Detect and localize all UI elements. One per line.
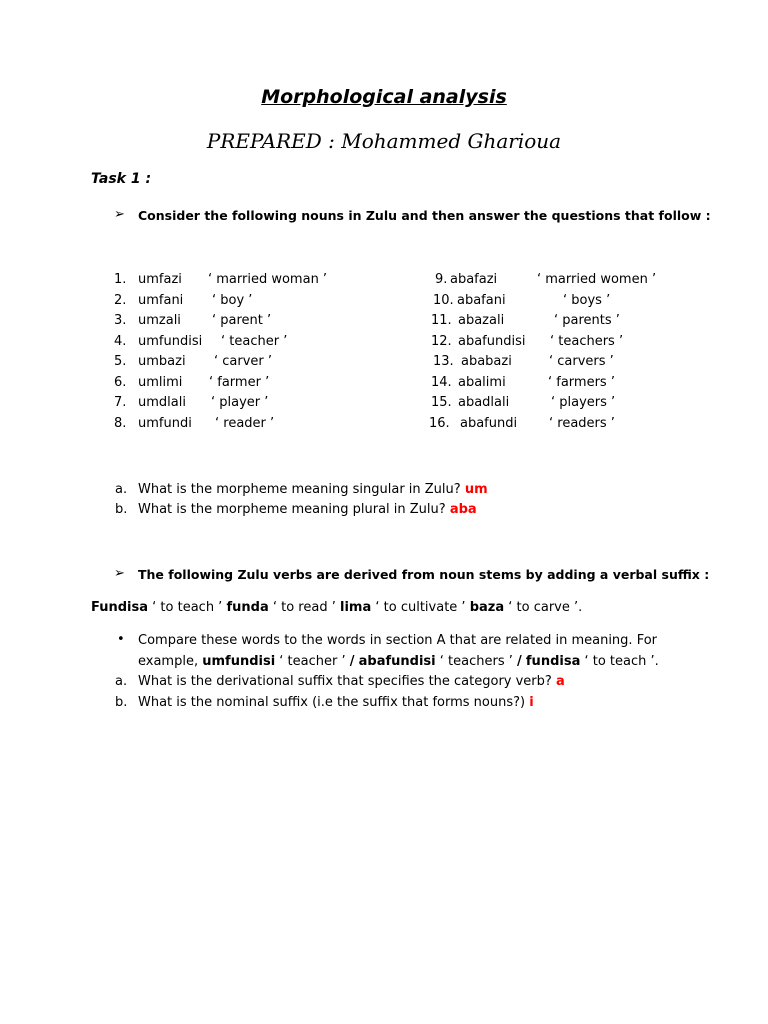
noun-word: abafundi <box>460 416 518 431</box>
noun-gloss: ‘ carver ’ <box>214 354 273 369</box>
author-line: PREPARED : Mohammed Gharioua <box>206 129 562 153</box>
question-text: What is the derivational suffix that specifies the category verb? <box>138 674 552 689</box>
noun-gloss: ‘ player ’ <box>211 395 269 410</box>
noun-gloss: ‘ married women ’ <box>537 272 657 287</box>
question-text: What is the morpheme meaning singular in Zulu? <box>138 482 461 497</box>
compare-word: abafundisi <box>358 654 436 669</box>
noun-num: 4. <box>114 334 127 349</box>
noun-word: umbazi <box>138 354 186 369</box>
noun-gloss: ‘ teacher ’ <box>221 334 288 349</box>
compare-gloss: ‘ to teach ’. <box>584 654 659 669</box>
noun-word: umdlali <box>138 395 186 410</box>
compare-gloss: ‘ teacher ’ <box>279 654 346 669</box>
arrow-bullet-icon: ➢ <box>114 566 125 581</box>
compare-separator: / <box>517 654 522 669</box>
noun-gloss: ‘ teachers ’ <box>550 334 624 349</box>
compare-word: fundisa <box>525 654 581 669</box>
verbs-line <box>91 600 582 615</box>
verb-gloss: ‘ to teach ’ <box>152 600 223 615</box>
noun-num: 14. <box>431 375 452 390</box>
answer-text: um <box>464 482 488 497</box>
compare-separator: / <box>349 654 355 669</box>
noun-word: abadlali <box>458 395 510 410</box>
noun-word: umfani <box>138 293 184 308</box>
bullet-icon: • <box>117 632 125 647</box>
noun-word: abafani <box>457 293 506 308</box>
question-letter: a. <box>115 674 128 689</box>
noun-num: 7. <box>114 395 127 410</box>
noun-word: umfundisi <box>138 334 203 349</box>
section1-instruction: Consider the following nouns in Zulu and then answer the questions that follow : <box>138 208 711 223</box>
compare-line2 <box>138 654 659 669</box>
verb-gloss: ‘ to carve ’. <box>508 600 583 615</box>
noun-word: abafundisi <box>458 334 526 349</box>
noun-gloss: ‘ carvers ’ <box>549 354 614 369</box>
question-text: What is the morpheme meaning plural in Zulu? <box>138 502 446 517</box>
question-nominal <box>138 695 534 710</box>
verb-word: lima <box>340 600 372 615</box>
compare-prefix: example, <box>138 654 199 669</box>
noun-gloss: ‘ married woman ’ <box>208 272 328 287</box>
noun-num: 5. <box>114 354 127 369</box>
question-letter: a. <box>115 482 128 497</box>
noun-word: umzali <box>138 313 181 328</box>
noun-gloss: ‘ players ’ <box>551 395 616 410</box>
noun-num: 13. <box>433 354 454 369</box>
noun-gloss: ‘ reader ’ <box>215 416 275 431</box>
answer-text: a <box>555 674 565 689</box>
noun-gloss: ‘ farmers ’ <box>548 375 615 390</box>
noun-gloss: ‘ parent ’ <box>212 313 272 328</box>
question-plural <box>138 502 477 517</box>
noun-word: umfazi <box>138 272 182 287</box>
noun-gloss: ‘ farmer ’ <box>209 375 270 390</box>
noun-word: abazali <box>458 313 505 328</box>
noun-gloss: ‘ boy ’ <box>212 293 253 308</box>
page-title: Morphological analysis <box>261 86 507 108</box>
verb-word: Fundisa <box>91 600 149 615</box>
noun-num: 11. <box>431 313 452 328</box>
section2-instruction: The following Zulu verbs are derived from noun stems by adding a verbal suffix : <box>138 567 710 582</box>
verb-gloss: ‘ to cultivate ’ <box>375 600 466 615</box>
compare-gloss: ‘ teachers ’ <box>439 654 513 669</box>
noun-word: abalimi <box>458 375 506 390</box>
noun-gloss: ‘ readers ’ <box>549 416 615 431</box>
noun-word: abafazi <box>450 272 498 287</box>
noun-num: 9. <box>435 272 448 287</box>
question-letter: b. <box>115 502 128 517</box>
noun-num: 3. <box>114 313 127 328</box>
verb-word: funda <box>226 600 269 615</box>
arrow-bullet-icon: ➢ <box>114 207 125 222</box>
noun-gloss: ‘ parents ’ <box>554 313 620 328</box>
noun-gloss: ‘ boys ’ <box>563 293 611 308</box>
compare-line1: Compare these words to the words in section A that are related in meaning. For <box>138 633 658 648</box>
noun-num: 15. <box>431 395 452 410</box>
question-derivational <box>138 674 565 689</box>
task-label: Task 1 : <box>91 171 152 187</box>
question-text: What is the nominal suffix (i.e the suffix that forms nouns?) <box>138 695 526 710</box>
noun-num: 8. <box>114 416 127 431</box>
verb-gloss: ‘ to read ’ <box>272 600 336 615</box>
answer-text: i <box>529 695 534 710</box>
noun-num: 10. <box>433 293 454 308</box>
noun-num: 1. <box>114 272 127 287</box>
question-letter: b. <box>115 695 128 710</box>
noun-num: 16. <box>429 416 450 431</box>
noun-word: ababazi <box>461 354 512 369</box>
noun-num: 12. <box>431 334 452 349</box>
answer-text: aba <box>449 502 477 517</box>
noun-num: 6. <box>114 375 127 390</box>
verb-word: baza <box>469 600 505 615</box>
question-singular <box>138 482 488 497</box>
noun-word: umfundi <box>138 416 192 431</box>
noun-num: 2. <box>114 293 127 308</box>
noun-word: umlimi <box>138 375 183 390</box>
compare-word: umfundisi <box>202 654 276 669</box>
